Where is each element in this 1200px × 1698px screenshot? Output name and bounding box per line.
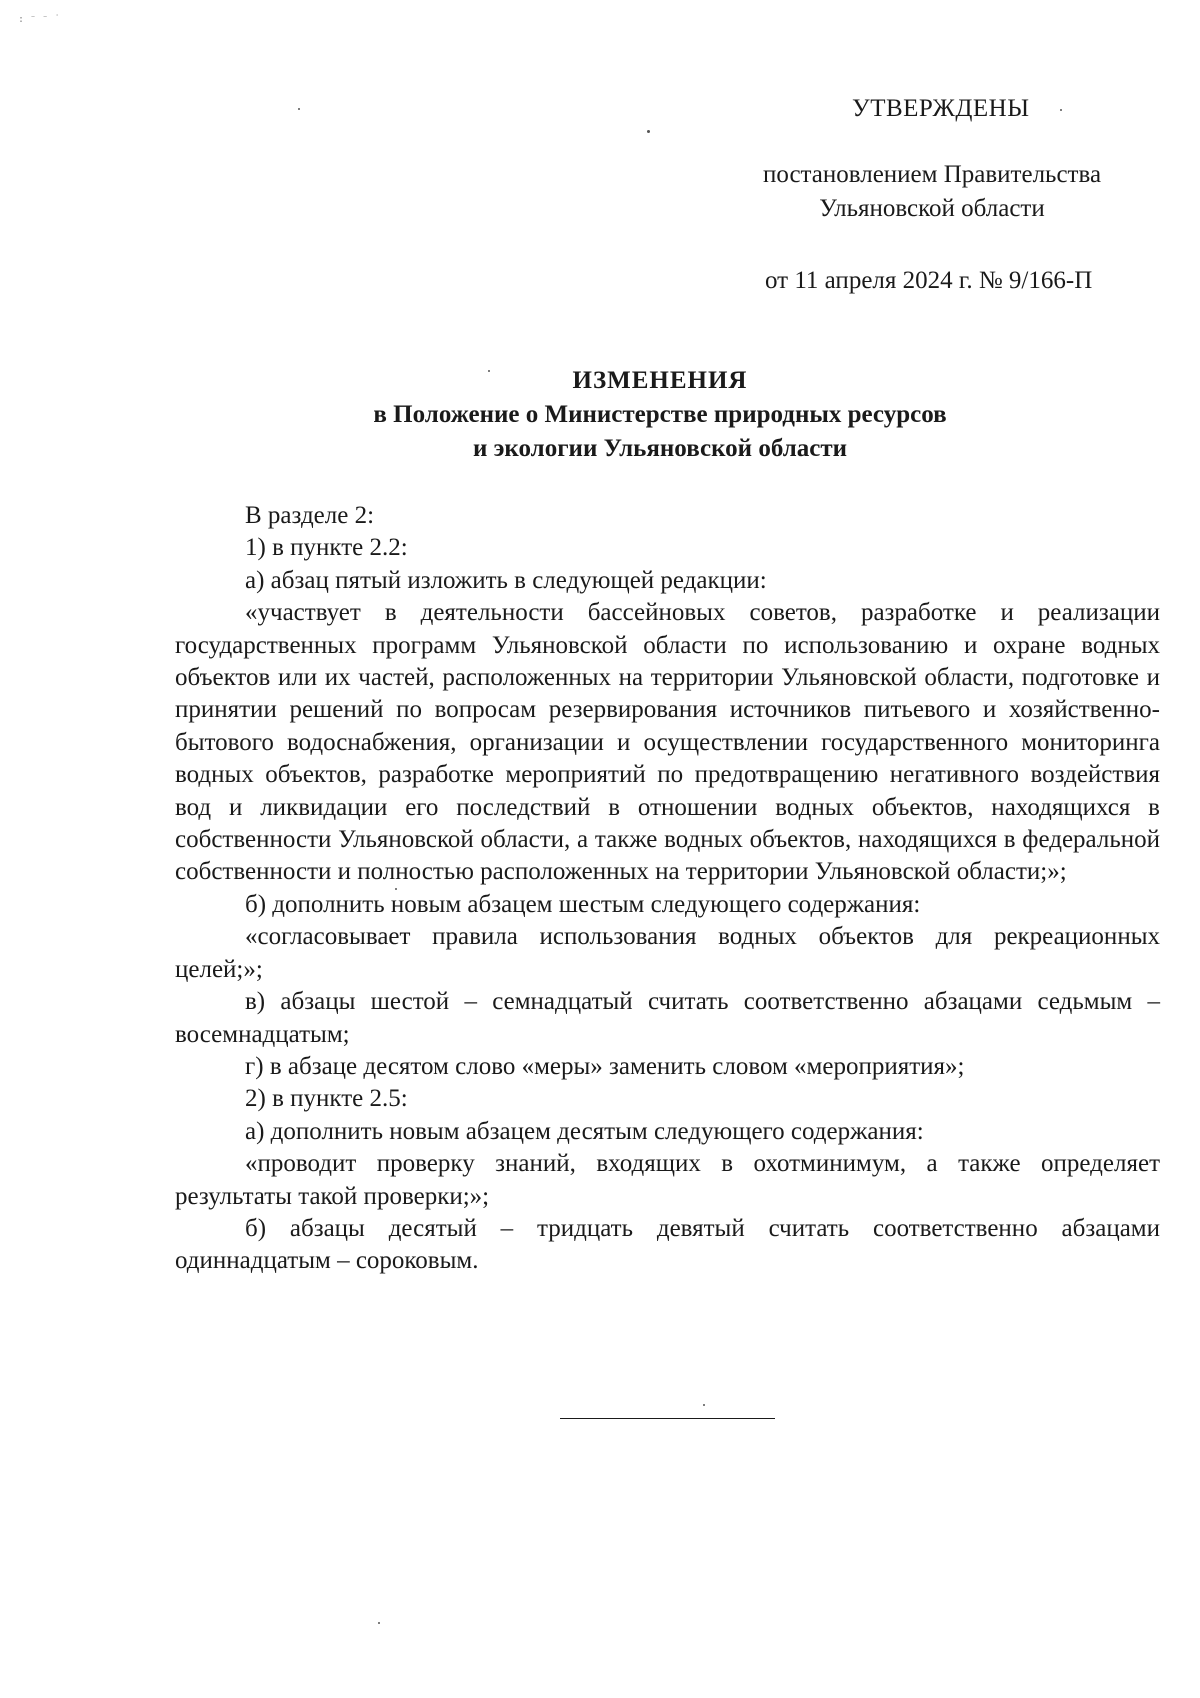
document-title-line2: в Положение о Министерстве природных ресурсов — [373, 401, 947, 428]
paragraph: 2) в пункте 2.5: — [245, 1085, 408, 1113]
paragraph: а) абзац пятый изложить в следующей редакции: — [245, 566, 767, 594]
scan-speck — [488, 370, 490, 372]
paragraph: «согласовывает правила использования водных объектов для рекреационных целей;»; — [175, 923, 1160, 983]
scan-speck — [395, 888, 397, 890]
document-title-line1: ИЗМЕНЕНИЯ — [572, 367, 748, 394]
scan-artifact: : ⁻ ⁻ ˙ — [18, 14, 61, 25]
document-body — [175, 500, 1160, 1278]
scan-speck — [647, 130, 650, 133]
document-title — [160, 364, 1160, 466]
paragraph: б) дополнить новым абзацем шестым следующего содержания: — [245, 890, 921, 918]
paragraph: В разделе 2: — [245, 502, 375, 529]
scan-speck — [703, 1404, 705, 1406]
approval-authority — [712, 158, 1152, 226]
paragraph: 1) в пункте 2.2: — [245, 534, 408, 562]
approval-authority-line2: Ульяновской области — [819, 195, 1045, 222]
document-title-line3: и экологии Ульяновской области — [472, 435, 848, 462]
scan-speck — [298, 108, 300, 110]
paragraph: г) в абзаце десятом слово «меры» заменить словом «мероприятия»; — [245, 1052, 965, 1080]
paragraph: «проводит проверку знаний, входящих в охотминимум, а также определяет результаты такой проверки;»; — [175, 1150, 1160, 1210]
approval-authority-line1: постановлением Правительства — [762, 161, 1102, 188]
approval-date-number: от 11 апреля 2024 г. № 9/166-П — [765, 267, 1093, 294]
closing-divider-line — [560, 1418, 775, 1419]
paragraph: а) дополнить новым абзацем десятым следующего содержания: — [245, 1117, 924, 1145]
paragraph: «участвует в деятельности бассейновых советов, разработке и реализации государственных программ Ульяновской области по использованию и охране водных объектов или их частей, расположенных на территории Ульяновской области, подготовке и принятии решений по вопросам резервирования источников питьевого и хозяйственно-бытового водоснабжения, организации и осуществлении государственного мониторинга водных объектов, разработке мероприятий по предотвращению негативного воздействия вод и ликвидации его последствий в отношении водных объектов, находящихся в собственности Ульяновской области, а также водных объектов, находящихся в федеральной собственности и полностью расположенных на территории Ульяновской области;»; — [175, 599, 1160, 886]
scan-speck — [378, 1622, 380, 1624]
approval-stamp-title: УТВЕРЖДЕНЫ — [852, 95, 1030, 122]
scan-speck — [1060, 109, 1062, 111]
paragraph: в) абзацы шестой – семнадцатый считать соответственно абзацами седьмым – восемнадцатым; — [175, 988, 1160, 1048]
paragraph: б) абзацы десятый – тридцать девятый считать соответственно абзацами одиннадцатым – сороковым. — [175, 1214, 1160, 1275]
